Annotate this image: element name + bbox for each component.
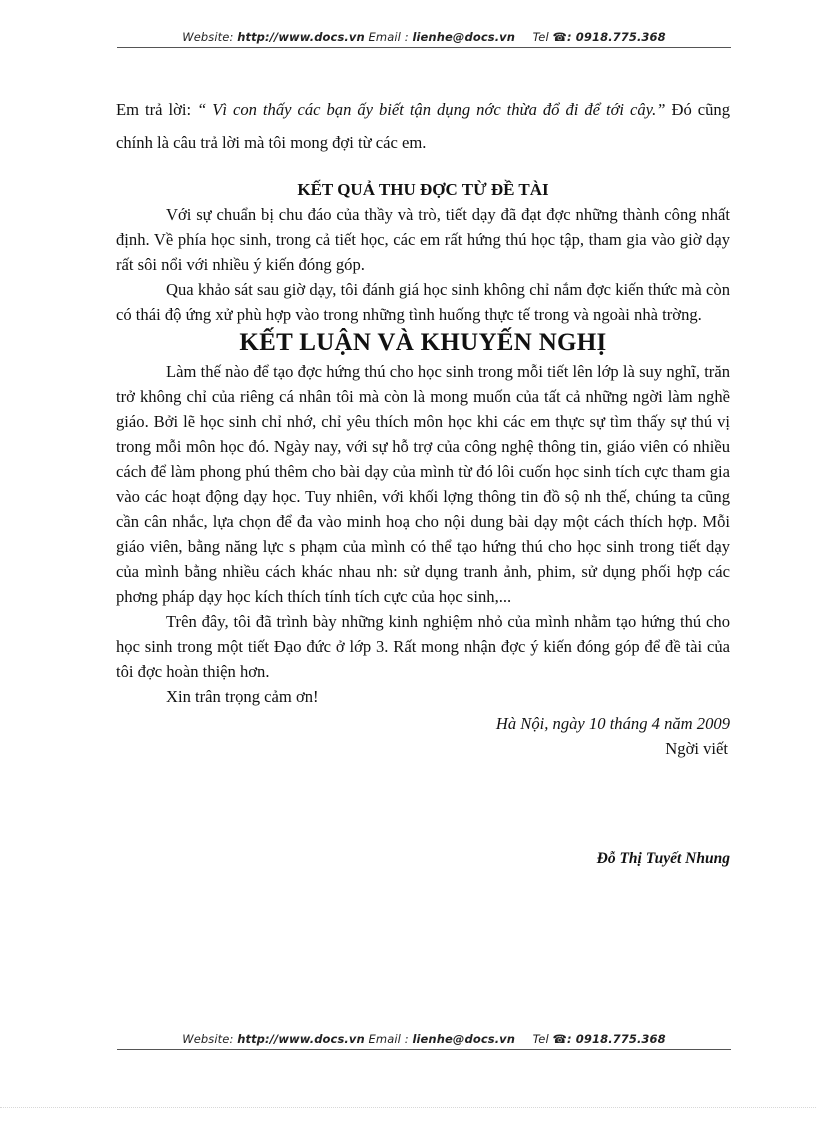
phone-icon: ☎: [552, 30, 567, 44]
intro-lead: Em trả lời:: [116, 100, 198, 119]
intro-tail: Đó cũng chính là câu trả lời mà tôi mong đợi từ các em.: [116, 100, 730, 152]
result-heading: KẾT QUẢ THU ĐỢC TỪ ĐỀ TÀI: [297, 180, 549, 199]
conclusion-paragraph-1: Làm thế nào để tạo đợc hứng thú cho học sinh trong mỗi tiết lên lớp là suy nghĩ, trăn trở không chỉ của riêng cá nhân tôi mà còn là mong muốn của tất cả những ngời làm nghề giáo. Bởi lẽ học sinh chỉ nhớ, chỉ yêu thích môn học khi các em thực sự tìm thấy sự thú vị trong mỗi môn học đó. Ngày nay, với sự hỗ trợ của công nghệ thông tin, giáo viên có nhiều cách để làm phong phú thêm cho bài dạy của mình từ đó lôi cuốn học sinh tích cực tham gia vào các hoạt động dạy học. Tuy nhiên, với khối lợng thông tin đồ sộ nh thế, chúng ta cũng cần cân nhắc, lựa chọn để đa vào minh hoạ cho nội dung bài dạy một cách thích hợp. Mỗi giáo viên, bằng năng lực s phạm của mình có thể tạo hứng thú cho học sinh trong tiết dạy của mình bằng nhiều cách khác nhau nh: sử dụng tranh ảnh, phim, sử dụng phối hợp các phơng pháp dạy học kích thích tính tích cực của học sinh,...: [116, 362, 730, 606]
page-header: [117, 30, 731, 44]
tel-value: : 0918.775.368: [566, 1032, 666, 1046]
website-label: Website:: [182, 1032, 234, 1046]
conclusion-paragraph-2: Trên đây, tôi đã trình bày những kinh nghiệm nhỏ của mình nhằm tạo hứng thú cho học sinh trong một tiết Đạo đức ở lớp 3. Rất mong nhận đợc ý kiến đóng góp để đề tài của tôi đợc hoàn thiện hơn.: [116, 612, 730, 681]
author-role: Ngời viết: [665, 739, 728, 758]
page-bottom-divider: [0, 1107, 816, 1108]
page-footer: [117, 1032, 731, 1046]
website-link[interactable]: http://www.docs.vn: [237, 30, 365, 44]
website-label: Website:: [182, 30, 234, 44]
tel-label: Tel: [532, 30, 549, 44]
header-rule: [117, 47, 731, 48]
email-label: Email :: [368, 30, 409, 44]
place-date: Hà Nội, ngày 10 tháng 4 năm 2009: [495, 714, 730, 733]
document-body: [116, 93, 730, 871]
email-label: Email :: [368, 1032, 409, 1046]
intro-paragraph: [116, 93, 730, 159]
phone-icon: ☎: [552, 1032, 567, 1046]
email-link[interactable]: lienhe@docs.vn: [412, 30, 516, 44]
result-paragraph-2: Qua khảo sát sau giờ dạy, tôi đánh giá học sinh không chỉ nắm đợc kiến thức mà còn có thái độ ứng xử phù hợp vào trong những tình huống thực tế trong và ngoài nhà trờng.: [116, 280, 730, 324]
tel-label: Tel: [532, 1032, 549, 1046]
footer-rule: [117, 1049, 731, 1050]
thanks-line: Xin trân trọng cảm ơn!: [166, 687, 319, 706]
website-link[interactable]: http://www.docs.vn: [237, 1032, 365, 1046]
email-link[interactable]: lienhe@docs.vn: [412, 1032, 516, 1046]
conclusion-heading: KẾT LUẬN VÀ KHUYẾN NGHỊ: [239, 329, 607, 356]
intro-quote: “ Vì con thấy các bạn ấy biết tận dụng nớc thừa đổ đi để tới cây.”: [197, 100, 666, 119]
author-signature: Đỗ Thị Tuyết Nhung: [596, 850, 730, 867]
tel-value: : 0918.775.368: [566, 30, 666, 44]
result-paragraph-1: Với sự chuẩn bị chu đáo của thầy và trò, tiết dạy đã đạt đợc những thành công nhất định. Về phía học sinh, trong cả tiết học, các em rất hứng thú học tập, tham gia vào giờ dạy rất sôi nổi với nhiều ý kiến đóng góp.: [116, 205, 730, 274]
